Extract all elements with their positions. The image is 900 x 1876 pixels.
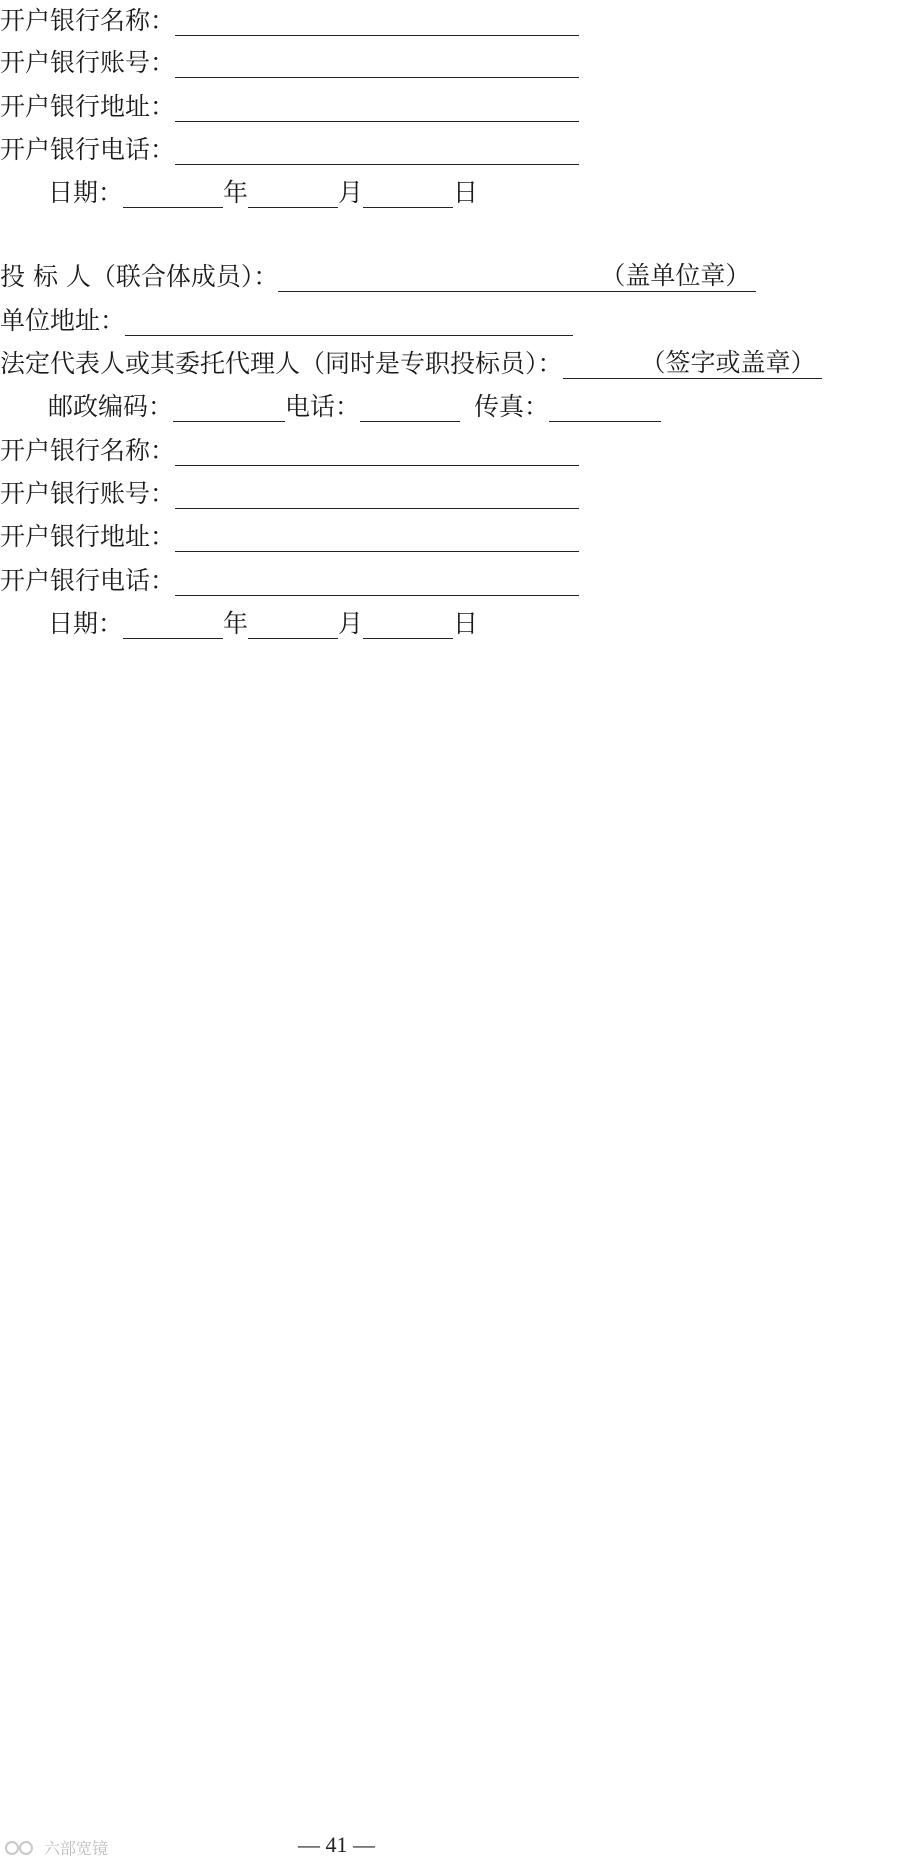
date-label: 日期：: [48, 609, 124, 638]
legal-rep-label: 法定代表人或其委托代理人（同时是专职投标员）：: [0, 349, 563, 378]
legal-rep-seal-note: （签字或盖章）: [640, 348, 816, 377]
bank-phone-field[interactable]: [175, 136, 579, 165]
block2-bank-name-row: [0, 432, 579, 466]
block1-bank-account-row: [0, 44, 579, 78]
bank-address-label: 开户银行地址：: [0, 92, 176, 121]
date-month-field[interactable]: [248, 179, 338, 208]
block1-bank-address-row: [0, 88, 579, 122]
unit-address-field[interactable]: [125, 307, 573, 336]
block2-bank-account-row: [0, 475, 579, 509]
bidder-seal-note: （盖单位章）: [600, 261, 751, 290]
year-label: 年: [223, 609, 249, 638]
bank-address-label: 开户银行地址：: [0, 522, 176, 551]
block2-unit-address-row: [0, 302, 573, 336]
postal-code-field[interactable]: [173, 393, 285, 422]
bank-name-label: 开户银行名称：: [0, 436, 176, 465]
bank-name-field[interactable]: [175, 7, 579, 36]
page-footer: [0, 1832, 900, 1862]
day-label: 日: [453, 609, 479, 638]
bidder-field[interactable]: [278, 261, 756, 292]
bank-account-field[interactable]: [175, 480, 579, 509]
block2-contact-row: [48, 388, 661, 422]
block1-bank-phone-row: [0, 131, 579, 165]
bank-address-field[interactable]: [175, 523, 579, 552]
month-label: 月: [338, 178, 364, 207]
watermark-logo-icon: [4, 1838, 40, 1858]
bank-name-field[interactable]: [175, 437, 579, 466]
block2-bank-phone-row: [0, 562, 579, 596]
fax-label: 传真：: [474, 392, 550, 421]
bank-account-label: 开户银行账号：: [0, 479, 176, 508]
bank-name-label: 开户银行名称：: [0, 6, 176, 35]
block2-legal-rep-row: [0, 345, 822, 379]
block2-date-row: [48, 605, 478, 639]
block1-date-row: [48, 174, 478, 208]
day-label: 日: [453, 178, 479, 207]
bank-address-field[interactable]: [175, 93, 579, 122]
page-number: — 41 —: [298, 1832, 375, 1857]
block1-bank-name-row: [0, 2, 579, 36]
date-day-field[interactable]: [363, 610, 453, 639]
bidder-label: 投 标 人（联合体成员）：: [0, 262, 279, 291]
date-year-field[interactable]: [123, 179, 223, 208]
legal-rep-field[interactable]: [563, 348, 822, 379]
bank-account-field[interactable]: [175, 49, 579, 78]
bank-phone-field[interactable]: [175, 567, 579, 596]
block2-bank-address-row: [0, 518, 579, 552]
watermark-text: 六部宽镜: [44, 1839, 109, 1858]
month-label: 月: [338, 609, 364, 638]
phone-field[interactable]: [360, 393, 460, 422]
date-label: 日期：: [48, 178, 124, 207]
watermark: [4, 1836, 108, 1859]
postal-code-label: 邮政编码：: [48, 392, 174, 421]
year-label: 年: [223, 178, 249, 207]
bank-phone-label: 开户银行电话：: [0, 135, 176, 164]
phone-label: 电话：: [285, 392, 361, 421]
date-month-field[interactable]: [248, 610, 338, 639]
unit-address-label: 单位地址：: [0, 306, 126, 335]
date-day-field[interactable]: [363, 179, 453, 208]
bank-account-label: 开户银行账号：: [0, 48, 176, 77]
fax-field[interactable]: [549, 393, 661, 422]
block2-bidder-row: [0, 258, 756, 292]
bank-phone-label: 开户银行电话：: [0, 566, 176, 595]
date-year-field[interactable]: [123, 610, 223, 639]
